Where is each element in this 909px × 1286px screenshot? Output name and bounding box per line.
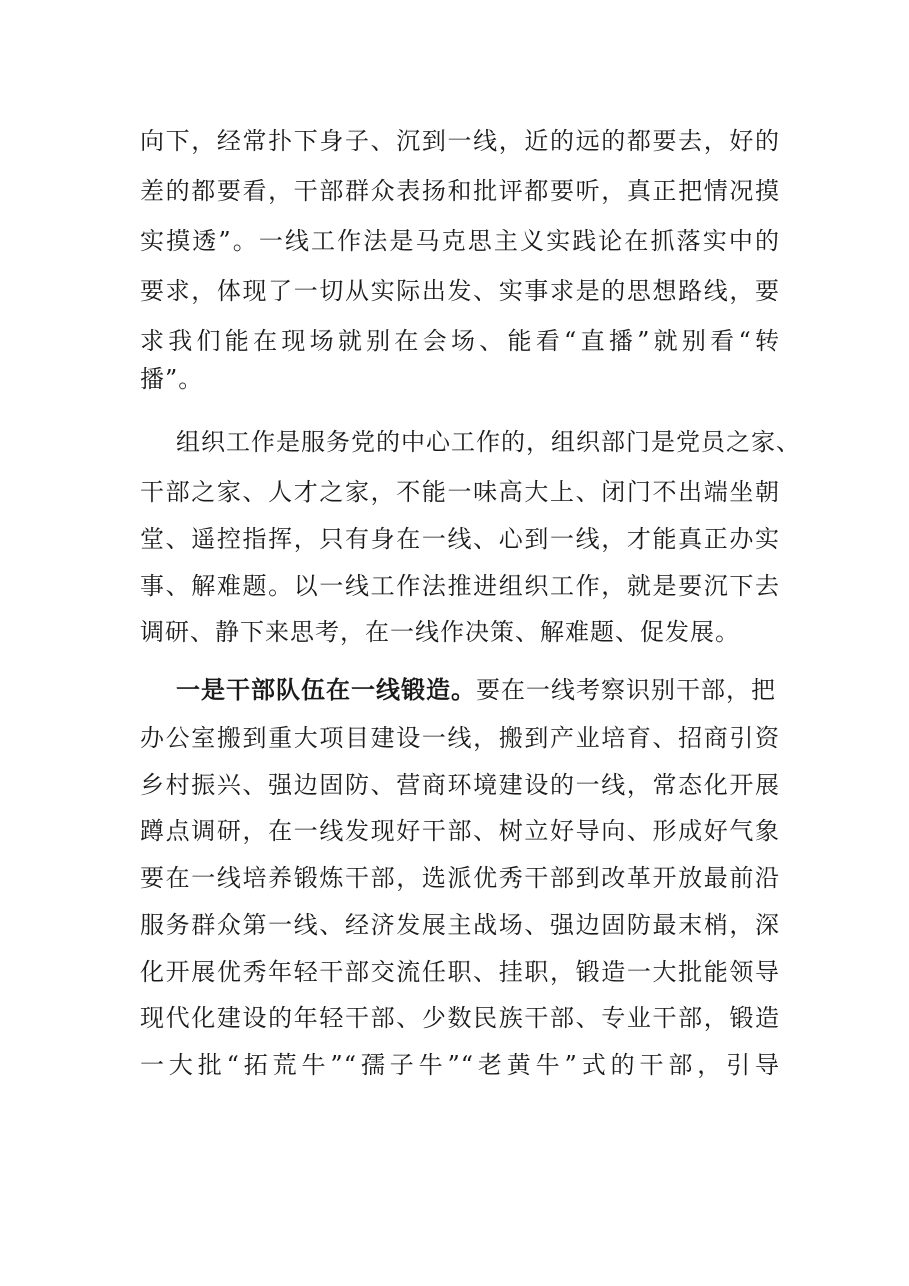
paragraph-3-first-line-rest: 要在一线考察识别干部，把 (476, 676, 776, 704)
paragraph-3-line-9: 一大批“拓荒牛”“孺子牛”“老黄牛”式的干部，引导 (140, 1051, 780, 1079)
paragraph-3-heading: 一是干部队伍在一线锻造。 (176, 675, 476, 704)
paragraph-2-line-5: 调研、静下来思考，在一线作决策、解难题、促发展。 (140, 618, 740, 646)
paragraph-1-line-3: 实摸透”。一线工作法是马克思主义实践论在抓落实中的 (140, 227, 780, 255)
paragraph-3-line-8: 现代化建设的年轻干部、少数民族干部、专业干部，锻造 (140, 1004, 780, 1032)
paragraph-1-line-6: 播”。 (140, 365, 204, 393)
paragraph-3-line-2: 办公室搬到重大项目建设一线，搬到产业培育、招商引资 (140, 724, 780, 752)
paragraph-3-line-7: 化开展优秀年轻干部交流任职、挂职，锻造一大批能领导 (140, 958, 780, 986)
paragraph-3-line-4: 蹲点调研，在一线发现好干部、树立好导向、形成好气象 (140, 817, 780, 845)
paragraph-1-line-2: 差的都要看，干部群众表扬和批评都要听，真正把情况摸 (140, 177, 780, 205)
paragraph-2-line-3: 堂、遥控指挥，只有身在一线、心到一线，才能真正办实 (140, 525, 780, 553)
paragraph-1-line-4: 要求，体现了一切从实际出发、实事求是的思想路线，要 (140, 277, 780, 305)
paragraph-3-line-3: 乡村振兴、强边固防、营商环境建设的一线，常态化开展 (140, 771, 780, 799)
paragraph-3-line-1 (176, 665, 780, 715)
paragraph-1-line-1: 向下，经常扑下身子、沉到一线，近的远的都要去，好的 (140, 127, 780, 155)
paragraph-2-line-1: 组织工作是服务党的中心工作的，组织部门是党员之家、 (176, 428, 801, 456)
paragraph-2-line-4: 事、解难题。以一线工作法推进组织工作，就是要沉下去 (140, 572, 780, 600)
paragraph-3-line-5: 要在一线培养锻炼干部，选派优秀干部到改革开放最前沿 (140, 864, 780, 892)
paragraph-2-line-2: 干部之家、人才之家，不能一味高大上、闭门不出端坐朝 (140, 478, 780, 506)
paragraph-1-line-5: 求我们能在现场就别在会场、能看“直播”就别看“转 (140, 327, 780, 355)
paragraph-3-line-6: 服务群众第一线、经济发展主战场、强边固防最末梢，深 (140, 911, 780, 939)
